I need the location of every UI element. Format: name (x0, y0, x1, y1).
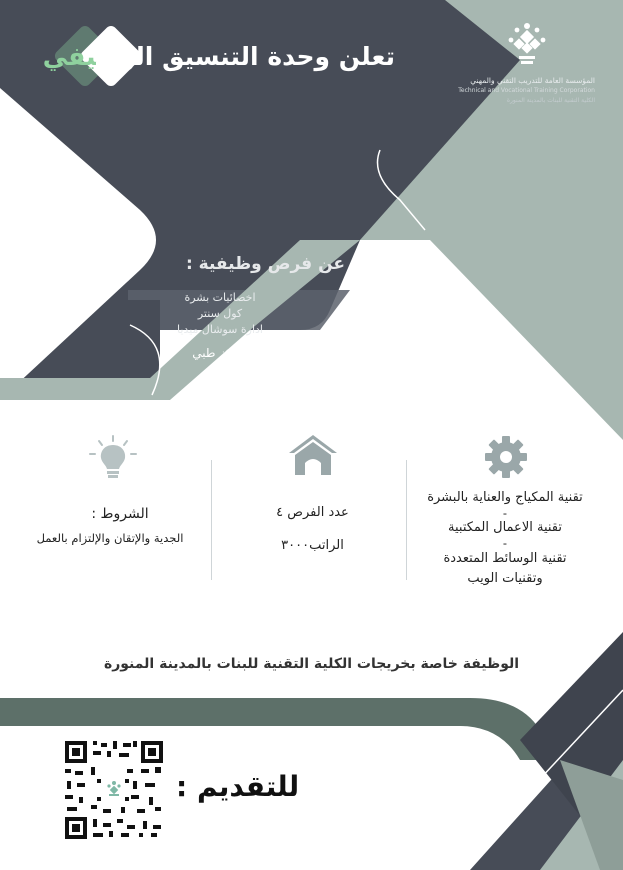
openings-count: عدد الفرص ٤ (276, 505, 349, 520)
column-divider (211, 460, 212, 580)
salary: الراتب٣٠٠٠ (281, 538, 344, 553)
org-arabic-name: المؤسسة العامة للتدريب التقني والمهني (470, 76, 595, 85)
column-divider (406, 460, 407, 580)
college-name: الكلية التقنية للبنات بالمدينة المنورة (506, 97, 595, 104)
job-item: كول سنتر (197, 307, 243, 320)
headline-main: تعلن وحدة التنسيق الوظ (96, 42, 395, 71)
jobs-heading: عن فرص وظيفية : (185, 254, 345, 274)
footer-note: الوظيفة خاصة بخريجات الكلية التقنية للبنات بالمدينة المنورة (103, 656, 520, 672)
org-english-name: Technical and Vocational Training Corporation (458, 87, 595, 94)
specialty-item: تقنية المكياج والعناية بالبشرة (427, 490, 583, 505)
headline-accent: يفي (42, 42, 97, 71)
gear-icon (483, 434, 529, 480)
org-logo-block (455, 18, 595, 110)
specialty-separator: - (502, 506, 508, 520)
conditions-text: الجدية والإتقان والإلتزام بالعمل (36, 531, 184, 545)
specialties-list (410, 489, 600, 589)
tvtc-logo-icon (503, 20, 551, 72)
jobs-list (140, 290, 300, 338)
specialty-item: وتقنيات الويب (467, 571, 543, 586)
headline (43, 42, 395, 71)
house-icon (287, 433, 339, 477)
specialty-item: تقنية الوسائط المتعددة (443, 551, 567, 566)
job-item: اخصائيات بشرة (184, 291, 256, 304)
apply-label: للتقديم : (176, 770, 300, 803)
qr-code-icon[interactable] (63, 739, 165, 841)
job-item: ادارة سوشال ميديا (177, 323, 263, 336)
specialty-separator: - (502, 536, 508, 550)
job-location: لدى مركز طبي (192, 346, 268, 360)
conditions-title: الشروط : (91, 506, 149, 522)
specialty-item: تقنية الاعمال المكتبية (448, 520, 562, 535)
lightbulb-icon (87, 434, 139, 482)
